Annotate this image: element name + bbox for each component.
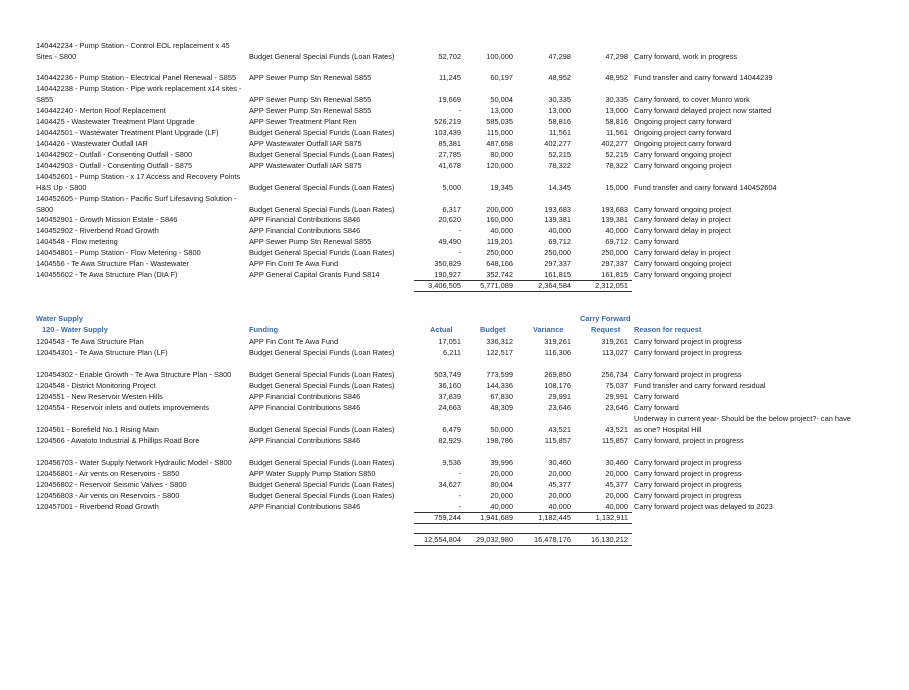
variance-value: 48,952 <box>548 73 571 82</box>
variance-value: 250,000 <box>544 248 571 257</box>
variance-value: 13,000 <box>548 106 571 115</box>
funding-source: APP Sewer Pump Stn Renewal S855 <box>249 73 372 82</box>
project-name: 1204561 - Borefield No.1 Rising Main <box>36 425 159 434</box>
variance-value: 319,261 <box>544 337 571 346</box>
actual-value: 5,000 <box>442 183 461 192</box>
funding-source: APP Financial Contributions S846 <box>249 436 361 445</box>
reason-text: Carry forward delay in project <box>634 226 731 235</box>
reason-text: Carry forward, to cover Munro work <box>634 95 750 104</box>
actual-value: 85,381 <box>438 139 461 148</box>
actual-value: - <box>458 469 461 478</box>
subtotal-request: 1,132,911 <box>595 513 628 522</box>
budget-value: 19,345 <box>490 183 513 192</box>
request-value: 113,027 <box>601 348 628 357</box>
project-name: 1404426 - Wastewater Outfall IAR <box>36 139 148 148</box>
subtotal-variance: 1,182,445 <box>538 513 571 522</box>
request-value: 161,815 <box>601 270 628 279</box>
budget-value: 144,336 <box>486 381 513 390</box>
funding-source: Budget General Special Funds (Loan Rates) <box>249 183 395 192</box>
project-name: 140442240 - Merton Roof Replacement <box>36 106 166 115</box>
actual-value: 34,627 <box>438 480 461 489</box>
budget-value: 122,517 <box>486 348 513 357</box>
grand-total-request: 16,130,212 <box>591 535 628 544</box>
budget-value: 250,000 <box>486 248 513 257</box>
request-value: 15,000 <box>605 183 628 192</box>
subtotal-budget: 5,771,089 <box>480 281 513 290</box>
reason-text: Carry forward, work in progress <box>634 52 738 61</box>
actual-value: 27,785 <box>438 150 461 159</box>
request-value: 193,683 <box>601 205 628 214</box>
funding-source: APP General Capital Grants Fund S814 <box>249 270 380 279</box>
request-value: 13,000 <box>605 106 628 115</box>
actual-value: 37,839 <box>438 392 461 401</box>
budget-value: 67,830 <box>490 392 513 401</box>
request-value: 58,816 <box>605 117 628 126</box>
variance-value: 47,298 <box>548 52 571 61</box>
budget-value: 160,000 <box>486 215 513 224</box>
project-name: 140442234 - Pump Station - Control EOL replacement x 45 <box>36 41 230 50</box>
section-title: Water Supply <box>36 314 83 323</box>
budget-value: 50,004 <box>490 95 513 104</box>
actual-value: 103,439 <box>434 128 461 137</box>
budget-value: 648,166 <box>486 259 513 268</box>
subtotal-request: 2,312,051 <box>595 281 628 290</box>
subtotal-actual: 759,244 <box>434 513 461 522</box>
funding-source: APP Fin Cont Te Awa Fund <box>249 259 339 268</box>
subtotal-variance: 2,364,584 <box>538 281 571 290</box>
project-name: H&S Up - S800 <box>36 183 87 192</box>
reason-text: Carry forward <box>634 392 679 401</box>
variance-value: 23,646 <box>548 403 571 412</box>
actual-value: 6,211 <box>443 348 461 357</box>
actual-value: 9,536 <box>442 458 461 467</box>
variance-value: 20,000 <box>548 491 571 500</box>
project-name: 120454301 - Te Awa Structure Plan (LF) <box>36 348 168 357</box>
project-name: 120456802 - Reservoir Seismic Valves - S800 <box>36 480 187 489</box>
budget-value: 50,000 <box>490 425 513 434</box>
funding-source: Budget General Special Funds (Loan Rates) <box>249 381 395 390</box>
grand-total-actual: 12,554,804 <box>424 535 461 544</box>
actual-value: 49,490 <box>438 237 461 246</box>
project-name: 140455602 - Te Awa Structure Plan (DIA F) <box>36 270 178 279</box>
reason-text: Carry forward project in progress <box>634 370 742 379</box>
project-name: 120456703 - Water Supply Network Hydraulic Model - S800 <box>36 458 232 467</box>
project-name: 120454302 - Enable Growth - Te Awa Structure Plan - S800 <box>36 370 232 379</box>
reason-text: Ongoing project carry forward <box>634 117 732 126</box>
request-value: 52,215 <box>605 150 628 159</box>
actual-value: 11,245 <box>438 73 461 82</box>
request-value: 29,991 <box>605 392 628 401</box>
funding-source: Budget General Special Funds (Loan Rates) <box>249 205 395 214</box>
request-value: 47,298 <box>605 52 628 61</box>
subtotal-rule-bottom <box>414 291 632 292</box>
project-name: 140442501 - Wastewater Treatment Plant Upgrade (LF) <box>36 128 219 137</box>
variance-value: 45,377 <box>548 480 571 489</box>
variance-value: 161,815 <box>544 270 571 279</box>
project-name: 140442902 - Outfall - Consenting Outfall - S800 <box>36 150 193 159</box>
variance-value: 30,460 <box>548 458 571 467</box>
actual-value: 82,929 <box>438 436 461 445</box>
subtotal-actual: 3,406,505 <box>428 281 461 290</box>
variance-value: 40,000 <box>548 226 571 235</box>
project-name: 140454801 - Pump Station - Flow Metering - S800 <box>36 248 201 257</box>
variance-value: 108,176 <box>544 381 571 390</box>
actual-value: - <box>458 491 461 500</box>
variance-value: 29,991 <box>548 392 571 401</box>
reason-text: Ongoing project carry forward <box>634 128 732 137</box>
request-value: 69,712 <box>605 237 628 246</box>
actual-value: 6,317 <box>442 205 461 214</box>
request-value: 45,377 <box>605 480 628 489</box>
project-name: 140442238 - Pump Station - Pipe work replacement x14 sites - <box>36 84 242 93</box>
request-value: 297,337 <box>601 259 628 268</box>
reason-header: Reason for request <box>634 325 702 334</box>
reason-text: Carry forward ongoing project <box>634 150 732 159</box>
variance-value: 402,277 <box>544 139 571 148</box>
variance-value: 115,857 <box>544 436 571 445</box>
reason-text: Fund transfer and carry forward residual <box>634 381 766 390</box>
budget-value: 585,035 <box>486 117 513 126</box>
funding-source: APP Sewer Treatment Plant Ren <box>249 117 357 126</box>
variance-value: 58,816 <box>548 117 571 126</box>
reason-text: Carry forward delay in project <box>634 248 731 257</box>
budget-value: 20,000 <box>490 491 513 500</box>
reason-text: Fund transfer and carry forward 14044239 <box>634 73 773 82</box>
reason-text: Carry forward <box>634 403 679 412</box>
variance-value: 193,683 <box>544 205 571 214</box>
request-value: 256,734 <box>601 370 628 379</box>
request-value: 30,460 <box>605 458 628 467</box>
budget-header: Budget <box>480 325 506 334</box>
actual-value: 190,927 <box>434 270 461 279</box>
request-value: 20,000 <box>605 469 628 478</box>
budget-value: 115,000 <box>486 128 513 137</box>
grand-total-budget: 29,032,980 <box>476 535 513 544</box>
funding-source: APP Financial Contributions S846 <box>249 392 361 401</box>
actual-value: 503,749 <box>434 370 461 379</box>
funding-source: APP Sewer Pump Stn Renewal S855 <box>249 106 372 115</box>
actual-value: 52,702 <box>438 52 461 61</box>
budget-value: 100,000 <box>486 52 513 61</box>
reason-text: Fund transfer and carry forward 140452604 <box>634 183 777 192</box>
budget-value: 80,004 <box>490 480 513 489</box>
project-name: 1204566 - Awatoto Industrial & Phillips Road Bore <box>36 436 200 445</box>
reason-text: Carry forward project in progress <box>634 337 742 346</box>
variance-value: 40,000 <box>548 502 571 511</box>
variance-value: 269,850 <box>544 370 571 379</box>
section-subtitle: 120 - Water Supply <box>42 325 108 334</box>
request-value: 139,381 <box>601 215 628 224</box>
reason-text: Carry forward project was delayed to 2023 <box>634 502 773 511</box>
reason-text: Carry forward ongoing project <box>634 205 732 214</box>
actual-value: 350,829 <box>434 259 461 268</box>
variance-value: 69,712 <box>548 237 571 246</box>
request-value: 319,261 <box>601 337 628 346</box>
actual-value: - <box>458 106 461 115</box>
project-name: Sites - S800 <box>36 52 77 61</box>
request-value: 23,646 <box>605 403 628 412</box>
funding-source: Budget General Special Funds (Loan Rates) <box>249 458 395 467</box>
actual-value: 17,051 <box>438 337 461 346</box>
funding-header: Funding <box>249 325 279 334</box>
budget-value: 773,599 <box>486 370 513 379</box>
actual-value: - <box>458 248 461 257</box>
budget-value: 198,786 <box>486 436 513 445</box>
budget-value: 13,000 <box>490 106 513 115</box>
subtotal-budget: 1,941,689 <box>480 513 513 522</box>
funding-source: APP Financial Contributions S846 <box>249 403 361 412</box>
funding-source: Budget General Special Funds (Loan Rates) <box>249 348 395 357</box>
reason-text: Carry forward, project in progress <box>634 436 744 445</box>
funding-source: APP Wastewater Outfall IAR S875 <box>249 139 362 148</box>
project-name: 1204551 - New Reservoir Westen Hills <box>36 392 163 401</box>
budget-value: 119,201 <box>486 237 513 246</box>
funding-source: Budget General Special Funds (Loan Rates) <box>249 425 395 434</box>
actual-value: 41,678 <box>438 161 461 170</box>
request-value: 402,277 <box>601 139 628 148</box>
reason-text: Carry forward ongoing project <box>634 161 732 170</box>
funding-source: APP Wastewater Outfall IAR S875 <box>249 161 362 170</box>
budget-value: 80,000 <box>490 150 513 159</box>
reason-text: Carry forward project in progress <box>634 469 742 478</box>
subtotal-rule-bottom <box>414 523 632 524</box>
actual-value: 20,620 <box>438 215 461 224</box>
funding-source: APP Sewer Pump Stn Renewal S855 <box>249 95 372 104</box>
request-value: 75,037 <box>605 381 628 390</box>
funding-source: APP Water Supply Pump Station S850 <box>249 469 376 478</box>
reason-text: Carry forward project in progress <box>634 480 742 489</box>
project-name: 1204554 - Reservoir inlets and outlets improvements <box>36 403 209 412</box>
budget-value: 487,658 <box>486 139 513 148</box>
reason-text: Carry forward project in progress <box>634 491 742 500</box>
carry-forward-header: Carry Forward <box>580 314 631 323</box>
project-name: 120456801 - Air vents on Reservoirs - S850 <box>36 469 180 478</box>
request-value: 40,000 <box>605 226 628 235</box>
actual-value: 36,160 <box>438 381 461 390</box>
reason-text: as one? Hospital Hill <box>634 425 702 434</box>
request-value: 30,335 <box>605 95 628 104</box>
actual-value: 24,663 <box>438 403 461 412</box>
variance-value: 78,322 <box>548 161 571 170</box>
funding-source: Budget General Special Funds (Loan Rates) <box>249 491 395 500</box>
budget-value: 60,197 <box>490 73 513 82</box>
project-name: 140442236 - Pump Station - Electrical Panel Renewal - S855 <box>36 73 237 82</box>
reason-text: Carry forward project in progress <box>634 458 742 467</box>
project-name: 140452901 - Growth Mission Estate - S846 <box>36 215 178 224</box>
request-value: 40,000 <box>605 502 628 511</box>
budget-value: 39,996 <box>490 458 513 467</box>
project-name: 140442903 - Outfall - Consenting Outfall - S875 <box>36 161 193 170</box>
request-value: 48,952 <box>605 73 628 82</box>
request-header: Request <box>591 325 621 334</box>
variance-value: 11,561 <box>548 128 571 137</box>
project-name: 1404556 - Te Awa Structure Plan - Wastewater <box>36 259 190 268</box>
project-name: S855 <box>36 95 54 104</box>
budget-value: 40,000 <box>490 226 513 235</box>
project-name: 120457001 - Riverbend Road Growth <box>36 502 159 511</box>
variance-value: 43,521 <box>548 425 571 434</box>
request-value: 78,322 <box>605 161 628 170</box>
budget-value: 336,312 <box>486 337 513 346</box>
reason-text: Underway in current year- Should be the below project?- can have <box>634 414 851 423</box>
actual-value: - <box>458 226 461 235</box>
project-name: 140452605 - Pump Station - Pacific Surf Lifesaving Solution - <box>36 194 237 203</box>
variance-value: 139,381 <box>544 215 571 224</box>
budget-value: 40,000 <box>490 502 513 511</box>
budget-value: 48,309 <box>490 403 513 412</box>
reason-text: Carry forward delay in project <box>634 215 731 224</box>
project-name: 1204543 - Te Awa Structure Plan <box>36 337 144 346</box>
funding-source: APP Fin Cont Te Awa Fund <box>249 337 339 346</box>
reason-text: Carry forward ongoing project <box>634 270 732 279</box>
reason-text: Carry forward delayed project now started <box>634 106 772 115</box>
variance-value: 297,337 <box>544 259 571 268</box>
reason-text: Carry forward <box>634 237 679 246</box>
budget-value: 200,000 <box>486 205 513 214</box>
request-value: 43,521 <box>605 425 628 434</box>
variance-value: 116,306 <box>544 348 571 357</box>
request-value: 115,857 <box>601 436 628 445</box>
project-name: 140452601 - Pump Station - x 17 Access and Recovery Points <box>36 172 241 181</box>
actual-value: 19,669 <box>438 95 461 104</box>
variance-header: Variance <box>533 325 564 334</box>
funding-source: APP Sewer Pump Stn Renewal S855 <box>249 237 372 246</box>
funding-source: Budget General Special Funds (Loan Rates) <box>249 248 395 257</box>
grand-total-rule-bottom <box>414 545 632 546</box>
project-name: 140452902 - Riverbend Road Growth <box>36 226 159 235</box>
request-value: 250,000 <box>601 248 628 257</box>
funding-source: Budget General Special Funds (Loan Rates) <box>249 128 395 137</box>
reason-text: Carry forward project in progress <box>634 348 742 357</box>
variance-value: 20,000 <box>548 469 571 478</box>
project-name: 1404548 - Flow metering <box>36 237 118 246</box>
funding-source: Budget General Special Funds (Loan Rates) <box>249 370 395 379</box>
budget-value: 352,742 <box>486 270 513 279</box>
actual-header: Actual <box>430 325 453 334</box>
actual-value: 6,479 <box>442 425 461 434</box>
funding-source: APP Financial Contributions S846 <box>249 215 361 224</box>
funding-source: Budget General Special Funds (Loan Rates) <box>249 150 395 159</box>
variance-value: 52,215 <box>548 150 571 159</box>
project-name: S800 <box>36 205 54 214</box>
project-name: 1404425 - Wastewater Treatment Plant Upgrade <box>36 117 195 126</box>
request-value: 11,561 <box>605 128 628 137</box>
request-value: 20,000 <box>605 491 628 500</box>
funding-source: APP Financial Contributions S846 <box>249 226 361 235</box>
actual-value: 526,219 <box>434 117 461 126</box>
grand-total-variance: 16,478,176 <box>534 535 571 544</box>
reason-text: Carry forward ongoing project <box>634 259 732 268</box>
variance-value: 14,345 <box>548 183 571 192</box>
budget-value: 20,000 <box>490 469 513 478</box>
funding-source: APP Financial Contributions S846 <box>249 502 361 511</box>
reason-text: Ongoing project carry forward <box>634 139 732 148</box>
budget-value: 120,000 <box>486 161 513 170</box>
funding-source: Budget General Special Funds (Loan Rates) <box>249 52 395 61</box>
funding-source: Budget General Special Funds (Loan Rates) <box>249 480 395 489</box>
project-name: 1204548 - District Monitoring Project <box>36 381 156 390</box>
actual-value: - <box>458 502 461 511</box>
variance-value: 30,335 <box>548 95 571 104</box>
project-name: 120456803 - Air vents on Reservoirs - S800 <box>36 491 180 500</box>
